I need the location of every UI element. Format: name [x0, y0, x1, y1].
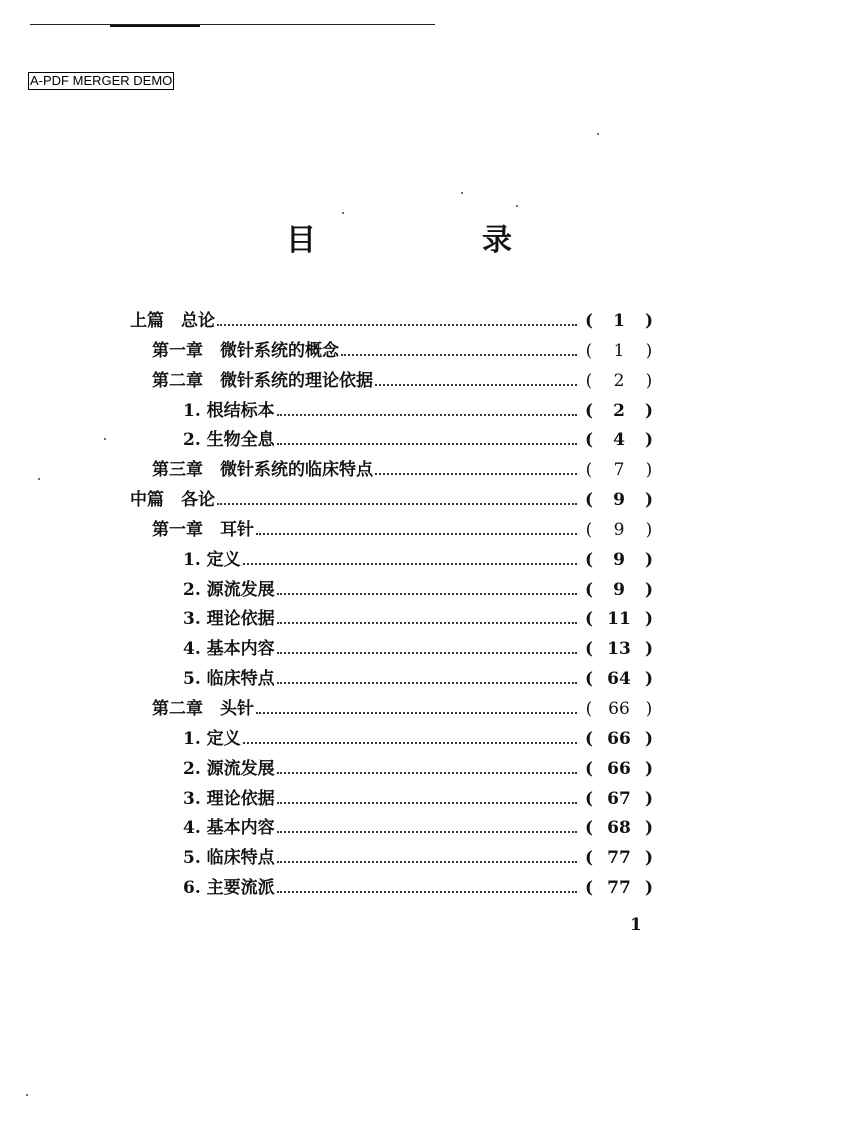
toc-entry — [130, 813, 655, 843]
paren-open: ( — [584, 818, 594, 839]
toc-leader-dots — [217, 503, 577, 505]
paren-open: ( — [584, 549, 594, 570]
toc-entry-label: 4. 基本内容 — [183, 818, 275, 839]
paren-open: ( — [585, 370, 593, 391]
toc-entry-label: 2. 源流发展 — [183, 579, 275, 600]
toc-page-number: 7 — [613, 460, 625, 481]
toc-entry — [130, 396, 655, 426]
toc-entry — [130, 694, 655, 724]
toc-page-number: 11 — [607, 609, 631, 630]
toc-page-ref — [583, 341, 655, 361]
toc-entry — [130, 336, 655, 366]
toc-leader-dots — [277, 652, 577, 654]
paren-close: ) — [644, 490, 654, 511]
toc-entry-label: 5. 临床特点 — [183, 848, 275, 869]
toc-page-number: 1 — [613, 340, 625, 361]
watermark: A-PDF MERGER DEMO — [30, 73, 173, 88]
toc-entry-label: 第二章 微针系统的理论依据 — [152, 370, 373, 391]
toc-page-ref — [583, 669, 655, 689]
paren-open: ( — [584, 669, 594, 690]
toc-page-number: 9 — [613, 519, 625, 540]
page-number: 1 — [630, 915, 642, 935]
paren-open: ( — [584, 400, 594, 421]
toc-entry — [130, 455, 655, 485]
toc-page-number: 77 — [607, 848, 631, 869]
toc-entry-label: 上篇 总论 — [130, 311, 215, 331]
scan-speck — [597, 133, 599, 135]
toc-page-ref — [583, 639, 655, 659]
paren-close: ) — [644, 549, 654, 570]
scan-speck — [104, 438, 106, 440]
toc-entry — [130, 366, 655, 396]
scan-top-rule — [30, 24, 435, 25]
paren-open: ( — [584, 430, 594, 451]
paren-close: ) — [645, 370, 653, 391]
toc-entry-label: 1. 定义 — [183, 728, 241, 749]
table-of-contents — [130, 306, 655, 903]
toc-page-ref — [583, 878, 655, 898]
paren-close: ) — [644, 818, 654, 839]
toc-leader-dots — [277, 443, 577, 445]
toc-leader-dots — [277, 414, 577, 416]
paren-close: ) — [644, 669, 654, 690]
paren-close: ) — [644, 639, 654, 660]
toc-page-number: 9 — [613, 579, 625, 600]
toc-page-ref — [583, 759, 655, 779]
toc-page-ref — [583, 789, 655, 809]
toc-page-number: 68 — [607, 818, 631, 839]
scan-speck — [38, 478, 40, 480]
paren-close: ) — [644, 400, 654, 421]
toc-entry-label: 2. 源流发展 — [183, 758, 275, 779]
toc-leader-dots — [256, 712, 577, 714]
toc-entry-label: 第三章 微针系统的临床特点 — [152, 460, 373, 481]
toc-entry-label: 6. 主要流派 — [183, 878, 275, 899]
scan-speck — [26, 1094, 28, 1096]
paren-open: ( — [584, 788, 594, 809]
toc-leader-dots — [256, 533, 577, 535]
paren-close: ) — [644, 848, 654, 869]
scan-speck — [342, 212, 344, 214]
paren-close: ) — [645, 519, 653, 540]
toc-page-number: 9 — [613, 490, 625, 511]
toc-leader-dots — [375, 384, 577, 386]
toc-leader-dots — [277, 802, 577, 804]
toc-leader-dots — [277, 772, 577, 774]
toc-entry-label: 第一章 耳针 — [152, 519, 254, 540]
toc-leader-dots — [277, 593, 577, 595]
toc-page-number: 66 — [607, 728, 631, 749]
paren-open: ( — [585, 698, 593, 719]
toc-page-number: 1 — [613, 311, 625, 331]
toc-page-ref — [583, 550, 655, 570]
toc-entry-label: 5. 临床特点 — [183, 669, 275, 690]
toc-entry — [130, 485, 655, 515]
paren-open: ( — [585, 340, 593, 361]
toc-page-ref — [583, 729, 655, 749]
toc-entry-label: 第一章 微针系统的概念 — [152, 340, 339, 361]
toc-entry — [130, 873, 655, 903]
page-title: 目 录 — [286, 223, 580, 258]
toc-leader-dots — [217, 324, 577, 326]
toc-leader-dots — [277, 622, 577, 624]
paren-open: ( — [584, 311, 594, 331]
toc-leader-dots — [277, 891, 577, 893]
paren-close: ) — [644, 609, 654, 630]
toc-entry-label: 1. 根结标本 — [183, 400, 275, 421]
toc-page-number: 67 — [607, 788, 631, 809]
paren-open: ( — [584, 848, 594, 869]
toc-page-number: 4 — [613, 430, 625, 451]
paren-open: ( — [585, 460, 593, 481]
toc-entry — [130, 604, 655, 634]
toc-page-ref — [583, 401, 655, 421]
paren-open: ( — [584, 878, 594, 899]
paren-open: ( — [584, 728, 594, 749]
toc-page-number: 13 — [607, 639, 631, 660]
toc-entry-label: 3. 理论依据 — [183, 609, 275, 630]
paren-close: ) — [645, 698, 653, 719]
paren-open: ( — [584, 609, 594, 630]
scan-top-rule-thick — [110, 25, 200, 27]
toc-entry-label: 2. 生物全息 — [183, 430, 275, 451]
scan-speck — [516, 205, 518, 207]
paren-open: ( — [584, 639, 594, 660]
toc-entry — [130, 784, 655, 814]
paren-close: ) — [644, 758, 654, 779]
toc-leader-dots — [243, 563, 577, 565]
toc-entry-label: 第二章 头针 — [152, 698, 254, 719]
toc-entry — [130, 843, 655, 873]
toc-page-ref — [583, 580, 655, 600]
toc-page-ref — [583, 311, 655, 331]
toc-entry-label: 3. 理论依据 — [183, 788, 275, 809]
paren-close: ) — [644, 430, 654, 451]
toc-page-ref — [583, 818, 655, 838]
toc-page-number: 66 — [607, 758, 631, 779]
paren-close: ) — [645, 460, 653, 481]
toc-page-ref — [583, 371, 655, 391]
paren-close: ) — [644, 579, 654, 600]
toc-page-ref — [583, 490, 655, 510]
toc-page-ref — [583, 699, 655, 719]
paren-close: ) — [645, 340, 653, 361]
paren-close: ) — [644, 878, 654, 899]
toc-page-ref — [583, 609, 655, 629]
toc-entry — [130, 575, 655, 605]
toc-entry — [130, 425, 655, 455]
toc-entry — [130, 754, 655, 784]
toc-entry — [130, 634, 655, 664]
toc-entry — [130, 306, 655, 336]
paren-open: ( — [584, 758, 594, 779]
toc-leader-dots — [277, 861, 577, 863]
toc-page-number: 77 — [607, 878, 631, 899]
paren-close: ) — [644, 728, 654, 749]
toc-page-number: 9 — [613, 549, 625, 570]
toc-leader-dots — [341, 354, 577, 356]
toc-page-ref — [583, 848, 655, 868]
toc-entry — [130, 515, 655, 545]
toc-leader-dots — [375, 473, 577, 475]
toc-entry-label: 4. 基本内容 — [183, 639, 275, 660]
toc-page-number: 2 — [613, 370, 625, 391]
paren-close: ) — [644, 788, 654, 809]
paren-open: ( — [584, 490, 594, 511]
toc-page-number: 2 — [613, 400, 625, 421]
toc-entry — [130, 724, 655, 754]
toc-page-ref — [583, 520, 655, 540]
toc-entry — [130, 664, 655, 694]
paren-open: ( — [584, 579, 594, 600]
toc-entry-label: 中篇 各论 — [130, 490, 215, 511]
toc-page-ref — [583, 460, 655, 480]
toc-page-ref — [583, 430, 655, 450]
toc-page-number: 66 — [608, 698, 630, 719]
paren-close: ) — [644, 311, 654, 331]
scan-speck — [461, 192, 463, 194]
toc-page-number: 64 — [607, 669, 631, 690]
toc-entry-label: 1. 定义 — [183, 549, 241, 570]
toc-entry — [130, 545, 655, 575]
toc-leader-dots — [243, 742, 577, 744]
toc-leader-dots — [277, 682, 577, 684]
paren-open: ( — [585, 519, 593, 540]
toc-leader-dots — [277, 831, 577, 833]
